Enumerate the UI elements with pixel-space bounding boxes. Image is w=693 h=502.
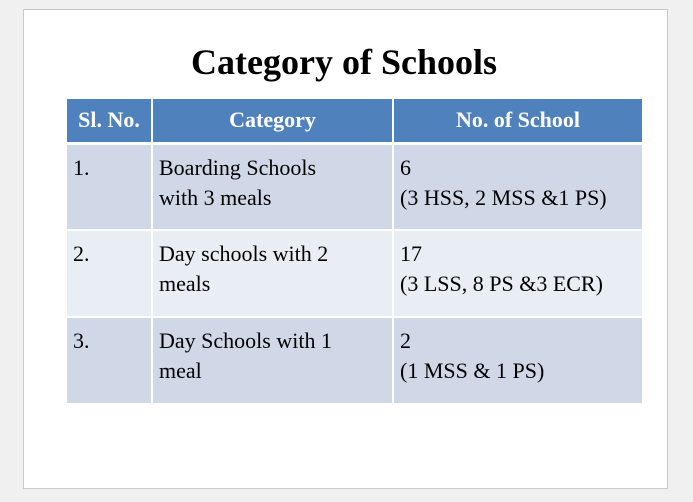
school-breakdown: (3 LSS, 8 PS &3 ECR) [400,271,603,296]
table-header-row [67,99,642,143]
category-line: meals [159,271,211,296]
cell-category [152,317,393,404]
table-row [67,317,642,404]
cell-category [152,230,393,317]
cell-sl-no: 1. [67,143,152,230]
schools-table [67,99,642,405]
category-line: Day Schools with 1 [159,328,332,353]
school-breakdown: (1 MSS & 1 PS) [400,358,545,383]
school-count: 2 [400,328,411,353]
cell-no-of-school [393,143,642,230]
cell-no-of-school [393,317,642,404]
header-no-of-school: No. of School [393,99,642,143]
cell-no-of-school [393,230,642,317]
cell-sl-no: 3. [67,317,152,404]
school-count: 17 [400,241,422,266]
school-count: 6 [400,154,411,180]
category-line: Day schools with 2 [159,241,329,266]
table-row [67,230,642,317]
cell-sl-no: 2. [67,230,152,317]
header-sl-no: Sl. No. [67,99,152,143]
school-breakdown: (3 HSS, 2 MSS &1 PS) [400,184,607,210]
cell-category [152,143,393,230]
header-category: Category [152,99,393,143]
slide-title: Category of Schools [191,42,497,82]
category-line: meal [159,358,202,383]
table-row [67,143,642,230]
category-line: Boarding Schools [159,154,317,180]
category-line: with 3 meals [159,184,272,210]
slide [23,9,668,489]
